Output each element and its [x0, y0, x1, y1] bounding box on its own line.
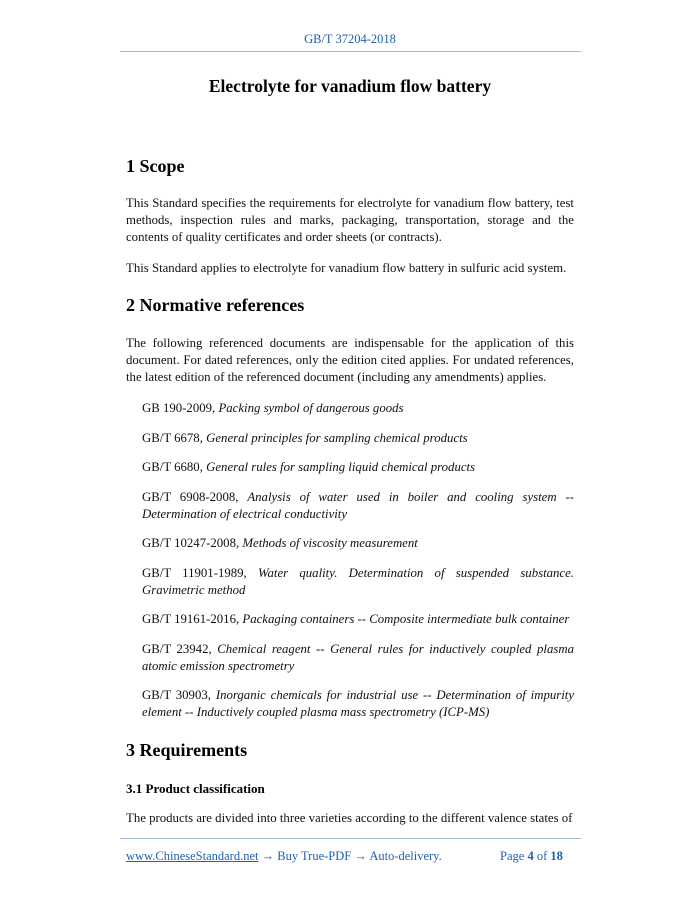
- reference-code: GB/T 6678,: [142, 431, 203, 445]
- reference-item: [142, 400, 574, 417]
- reference-title: Chemical reagent -- General rules for inductively coupled plasma atomic emission spectrometry: [142, 642, 574, 673]
- reference-title: Water quality. Determination of suspended substance. Gravimetric method: [142, 566, 574, 597]
- page-indicator: [500, 849, 563, 864]
- reference-code: GB/T 11901-1989,: [142, 566, 247, 580]
- reference-item: [142, 459, 574, 476]
- reference-title: General rules for sampling liquid chemical products: [206, 460, 476, 474]
- arrow-icon: →: [354, 849, 367, 863]
- reference-title: Methods of viscosity measurement: [242, 536, 418, 550]
- reference-title: Analysis of water used in boiler and cooling system -- Determination of electrical conductivity: [142, 490, 574, 521]
- page-label: Page: [500, 849, 525, 863]
- footer-promo: [126, 849, 442, 864]
- website-link[interactable]: www.ChineseStandard.net: [126, 849, 259, 863]
- reference-code: GB/T 6908-2008,: [142, 490, 239, 504]
- reference-code: GB 190-2009,: [142, 401, 216, 415]
- reference-item: [142, 641, 574, 675]
- document-title: Electrolyte for vanadium flow battery: [208, 76, 492, 96]
- reference-code: GB/T 6680,: [142, 460, 203, 474]
- reference-item: [142, 535, 574, 552]
- reference-code: GB/T 30903,: [142, 688, 211, 702]
- reference-title: General principles for sampling chemical products: [206, 431, 468, 445]
- normative-intro-paragraph: The following referenced documents are indispensable for the application of this document. For dated references, only the edition cited applies. For undated references, the latest edition of the referenced document (including any amendments) applies.: [126, 336, 574, 384]
- section-heading-normative-references: 2 Normative references: [126, 295, 305, 315]
- reference-title: Inorganic chemicals for industrial use -- Determination of impurity element -- Inductively coupled plasma mass spectrometry (ICP-MS): [142, 688, 575, 719]
- reference-title: Packing symbol of dangerous goods: [218, 401, 404, 415]
- reference-item: [142, 489, 574, 523]
- scope-paragraph-2: This Standard applies to electrolyte for vanadium flow battery in sulfuric acid system.: [126, 261, 567, 275]
- reference-code: GB/T 19161-2016,: [142, 612, 240, 626]
- arrow-icon: →: [261, 849, 275, 863]
- reference-title: Packaging containers -- Composite intermediate bulk container: [242, 612, 570, 626]
- scope-paragraph-1: This Standard specifies the requirements for electrolyte for vanadium flow battery, test methods, inspection rules and marks, packaging, transportation, storage and the contents of quality certificates and order sheets (or contracts).: [126, 196, 574, 244]
- reference-item: [142, 565, 574, 599]
- auto-delivery-text: Auto-delivery.: [369, 849, 442, 863]
- header-standard-code: GB/T 37204-2018: [304, 32, 396, 46]
- header-divider: [120, 51, 581, 52]
- page-total: 18: [550, 849, 563, 863]
- reference-item: [142, 430, 574, 447]
- subsection-heading-product-classification: 3.1 Product classification: [126, 781, 265, 796]
- section-heading-requirements: 3 Requirements: [126, 740, 248, 760]
- page-of-label: of: [536, 849, 548, 863]
- reference-item: [142, 687, 574, 721]
- footer-divider: [120, 838, 581, 839]
- section-heading-scope: 1 Scope: [126, 156, 185, 176]
- buy-true-pdf-link[interactable]: Buy True-PDF: [277, 849, 352, 863]
- reference-code: GB/T 23942,: [142, 642, 212, 656]
- page-current: 4: [527, 849, 534, 863]
- reference-item: [142, 611, 574, 628]
- reference-code: GB/T 10247-2008,: [142, 536, 240, 550]
- product-classification-paragraph: The products are divided into three varieties according to the different valence states of: [126, 811, 573, 825]
